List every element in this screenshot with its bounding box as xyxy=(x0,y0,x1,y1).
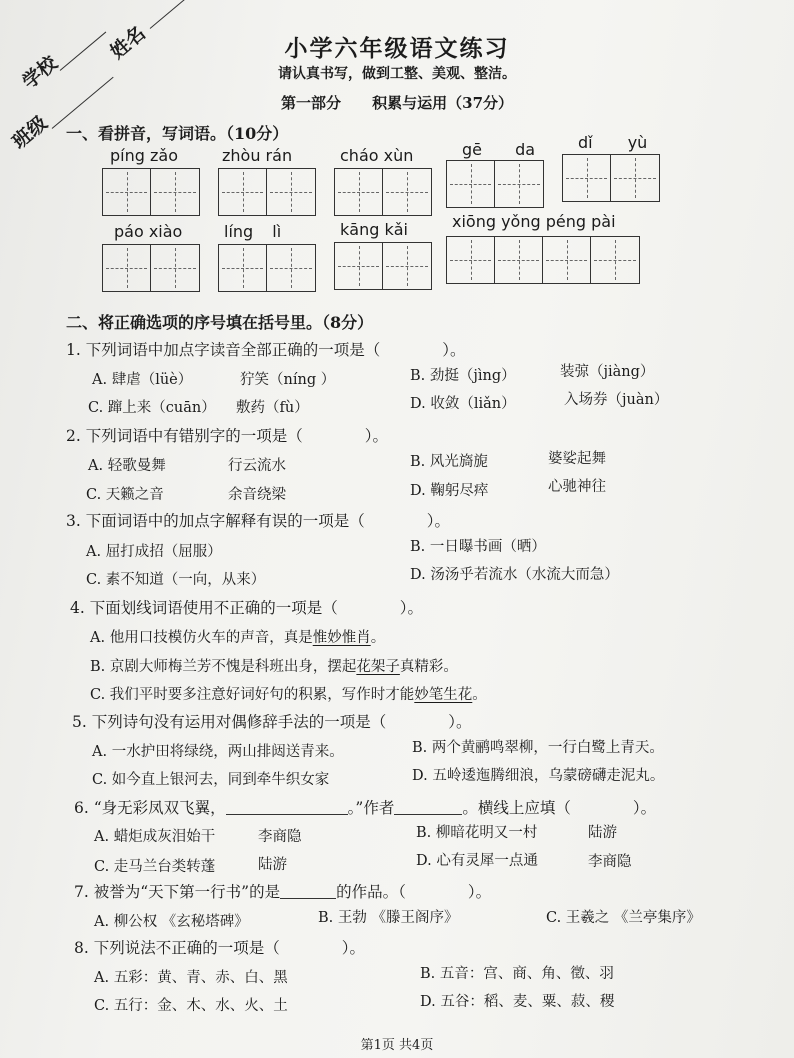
option-text: B. 一日曝书画（晒） xyxy=(410,539,546,555)
answer-blank[interactable] xyxy=(280,883,336,900)
question-stem: 3. 下面词语中的加点字解释有误的一项是（ ）。 xyxy=(66,512,450,530)
name-fill-line[interactable] xyxy=(150,0,189,29)
option-text: 入场券（juàn） xyxy=(564,392,669,408)
option-text: A. 轻歌曼舞 xyxy=(88,458,166,474)
option-text: 心驰神往 xyxy=(548,479,606,495)
writing-grid[interactable] xyxy=(446,236,640,284)
pinyin-label: píng zǎo xyxy=(110,146,178,165)
option-text: C. 走马兰台类转蓬 xyxy=(94,859,216,875)
writing-grid[interactable] xyxy=(334,242,432,290)
option-text: A. 五彩：黄、青、赤、白、黑 xyxy=(94,970,288,986)
underlined-phrase: 惟妙惟肖 xyxy=(312,630,371,646)
page-subtitle: 请认真书写，做到工整、美观、整洁。 xyxy=(278,66,516,82)
option-text: 行云流水 xyxy=(228,458,286,474)
option-text: 陆游 xyxy=(258,857,287,873)
option-text: 狞笑（níng ） xyxy=(240,372,336,388)
pinyin-label: xiōng yǒng péng pài xyxy=(452,212,616,231)
option-text: C. 五行：金、木、水、火、土 xyxy=(94,998,288,1014)
underlined-phrase: 花架子 xyxy=(356,659,400,675)
question-stem: 8. 下列说法不正确的一项是（ ）。 xyxy=(74,939,365,957)
option-text: B. 两个黄鹂鸣翠柳，一行白鹭上青天。 xyxy=(412,740,664,756)
option-text: 敷药（fù） xyxy=(236,400,309,416)
side-label-name: 姓名 xyxy=(106,22,150,64)
question-stem: 1. 下列词语中加点字读音全部正确的一项是（ ）。 xyxy=(66,341,466,359)
option-text: A. 一水护田将绿绕，两山排闼送青来。 xyxy=(92,744,344,760)
option-line-c: C. 我们平时要多注意好词好句的积累，写作时才能妙笔生花。 xyxy=(90,687,487,703)
pinyin-label: gē da xyxy=(462,140,536,159)
writing-grid[interactable] xyxy=(334,168,432,216)
writing-grid[interactable] xyxy=(218,168,316,216)
page-footer: 第1页 共4页 xyxy=(360,1038,434,1053)
option-text: B. 王勃 《滕王阁序》 xyxy=(318,910,459,926)
pinyin-label: líng lì xyxy=(224,222,282,241)
writing-grid[interactable] xyxy=(218,244,316,292)
writing-grid[interactable] xyxy=(446,160,544,208)
option-text: D. 心有灵犀一点通 xyxy=(416,853,538,869)
part-heading: 第一部分 积累与运用（37分） xyxy=(280,94,514,112)
option-text: C. 如今直上银河去，同到牵牛织女家 xyxy=(92,772,330,788)
answer-blank[interactable] xyxy=(226,799,348,816)
option-text: B. 风光旖旎 xyxy=(410,454,488,470)
option-text: A. 柳公权 《玄秘塔碑》 xyxy=(94,914,249,930)
question-stem: 6. “身无彩凤双飞翼， 。”作者 。横线上应填（ ）。 xyxy=(74,799,657,817)
option-text: B. 劲挺（jìng） xyxy=(410,368,516,384)
option-text: D. 五岭逶迤腾细浪，乌蒙磅礴走泥丸。 xyxy=(412,768,665,784)
option-text: D. 收敛（liǎn） xyxy=(410,396,516,412)
option-text: B. 五音：宫、商、角、徵、羽 xyxy=(420,966,614,982)
writing-grid[interactable] xyxy=(562,154,660,202)
option-line-a: A. 他用口技模仿火车的声音，真是惟妙惟肖。 xyxy=(90,630,386,646)
section1-heading: 一、看拼音，写词语。（10分） xyxy=(66,124,289,143)
writing-grid[interactable] xyxy=(102,244,200,292)
option-text: 婆娑起舞 xyxy=(548,451,606,467)
option-text: A. 屈打成招（屈服） xyxy=(86,544,222,560)
section2-heading: 二、将正确选项的序号填在括号里。（8分） xyxy=(66,313,374,332)
question-stem: 7. 被誉为“天下第一行书”的是 的作品。（ ）。 xyxy=(74,883,492,901)
option-line-b: B. 京剧大师梅兰芳不愧是科班出身，摆起花架子真精彩。 xyxy=(90,659,458,675)
option-text: 装弶（jiàng） xyxy=(560,364,655,380)
option-text: B. 柳暗花明又一村 xyxy=(416,825,538,841)
pinyin-label: páo xiào xyxy=(114,222,183,241)
option-text: 陆游 xyxy=(588,825,617,841)
pinyin-label: zhòu rán xyxy=(222,146,293,165)
writing-grid[interactable] xyxy=(102,168,200,216)
pinyin-label: cháo xùn xyxy=(340,146,414,165)
option-text: D. 汤汤乎若流水（水流大而急） xyxy=(410,567,619,583)
option-text: C. 王羲之 《兰亭集序》 xyxy=(546,910,701,926)
option-text: C. 素不知道（一向，从来） xyxy=(86,572,266,588)
side-label-school: 学校 xyxy=(18,52,62,94)
question-stem: 5. 下列诗句没有运用对偶修辞手法的一项是（ ）。 xyxy=(72,713,472,731)
pinyin-label: dǐ yù xyxy=(578,133,648,152)
option-text: A. 肆虐（lüè） xyxy=(92,372,193,388)
page-title: 小学六年级语文练习 xyxy=(284,35,510,62)
answer-blank[interactable] xyxy=(394,799,462,816)
option-text: D. 五谷：稻、麦、粟、菽、稷 xyxy=(420,994,615,1010)
pinyin-label: kāng kǎi xyxy=(340,220,408,239)
option-text: 余音绕梁 xyxy=(228,487,286,503)
option-text: C. 蹿上来（cuān） xyxy=(88,400,216,416)
side-label-class: 班级 xyxy=(8,112,52,154)
option-text: D. 鞠躬尽瘁 xyxy=(410,483,489,499)
question-stem: 2. 下列词语中有错别字的一项是（ ）。 xyxy=(66,427,388,445)
question-stem: 4. 下面划线词语使用不正确的一项是（ ）。 xyxy=(70,599,423,617)
option-text: 李商隐 xyxy=(588,854,632,870)
underlined-phrase: 妙笔生花 xyxy=(414,687,473,703)
option-text: A. 蜡炬成灰泪始干 xyxy=(94,829,216,845)
option-text: C. 天籁之音 xyxy=(86,487,164,503)
option-text: 李商隐 xyxy=(258,829,302,845)
